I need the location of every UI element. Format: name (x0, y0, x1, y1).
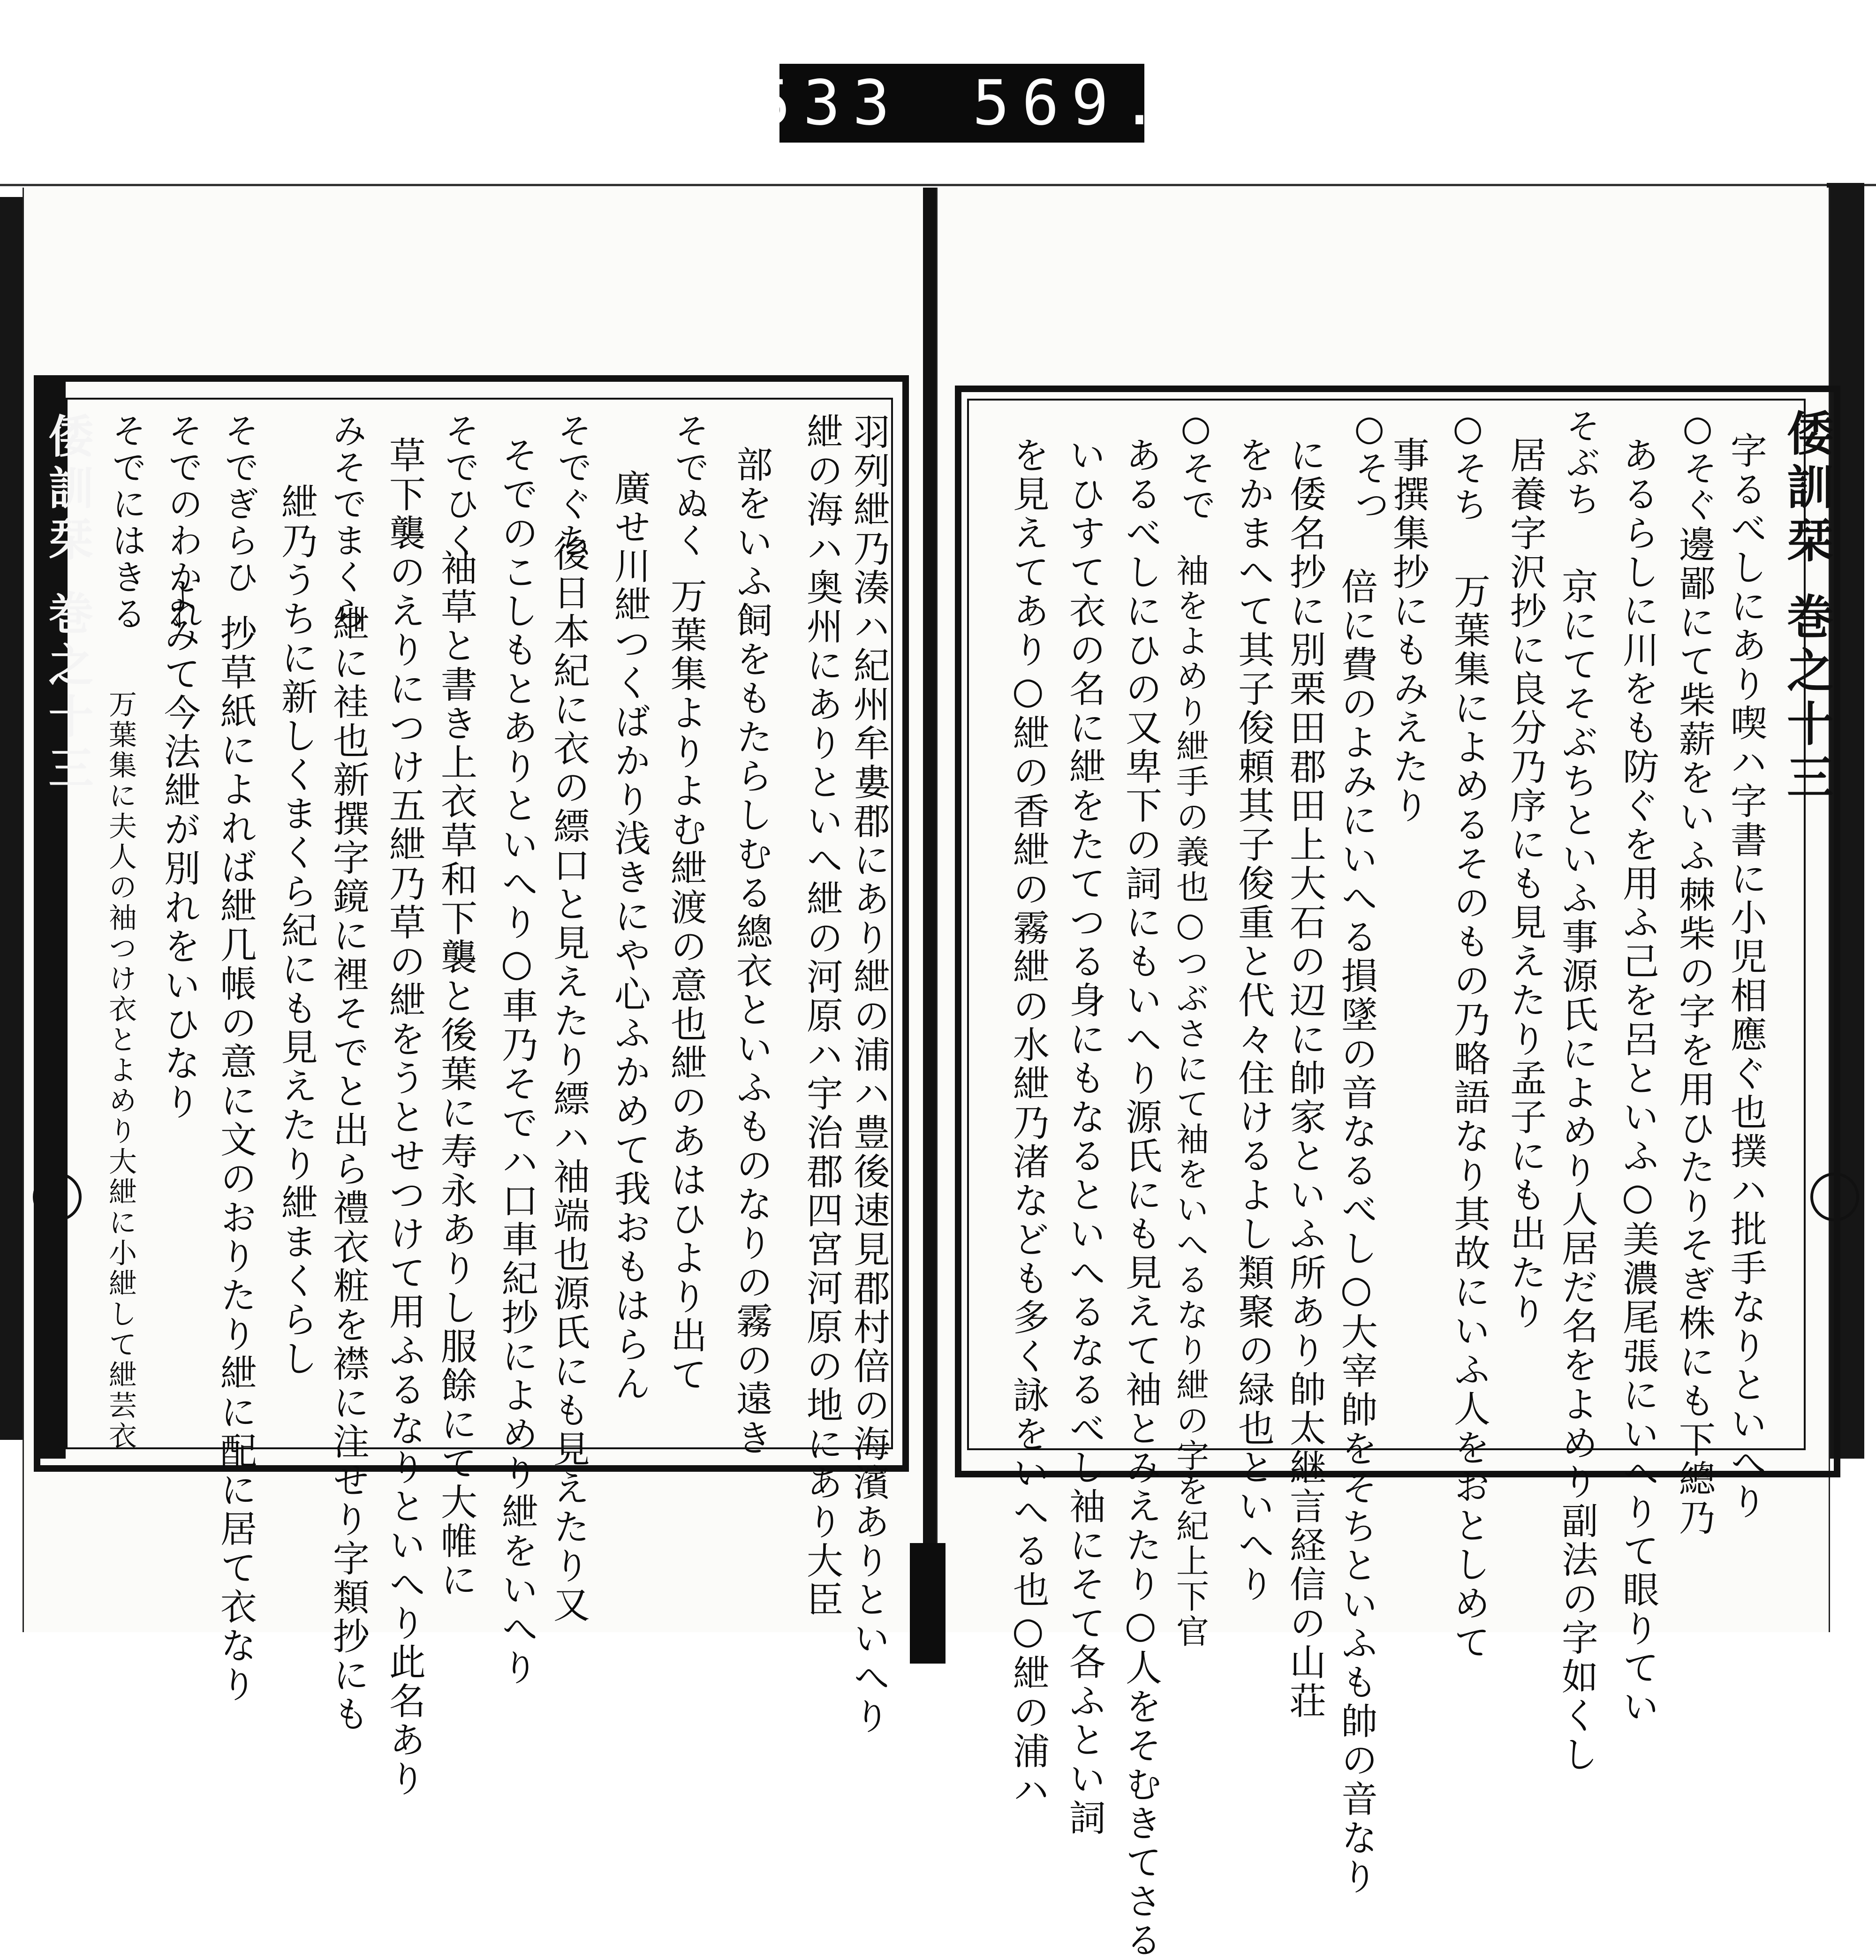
right-heading: ○そぐ (1677, 408, 1718, 523)
left-heading: そでにはきる (106, 413, 147, 632)
left-text-column: 紲乃うちに新しくまくら紀にも見えたり紲まくらし (275, 483, 318, 1378)
left-heading: そでひく (439, 413, 480, 559)
left-text-column: 草下襲のえりにつけ五紲乃草の紲をうとせつけて用ふるなりといへり此名あり (383, 436, 425, 1799)
left-text-column: 廣せ川紲つくばかり浅きにや心ふかめて我おもはらん (608, 469, 651, 1403)
right-text-column: を見えてあり○紲の香紲の霧紲の水紲乃渚なども多く詠をいへる也○紲の浦ハ (1006, 436, 1049, 1810)
shelf-number-label (753, 64, 1171, 143)
right-text-column: をかまへて其子俊頼其子俊重と代々住けるよし類聚の緑也といへり (1232, 436, 1274, 1604)
shelf-number-right: 569. (972, 67, 1171, 139)
right-text-column: あるべしにひの又卑下の詞にもいへり源氏にも見えて袖とみえたり○人をそむきてさる (1119, 436, 1162, 1960)
left-text-column: そでのこしもとありといへり○車乃そでハ口車紀抄によめり紲をいへり (495, 436, 538, 1688)
right-text-column: に倭名抄に別栗田郡田上大石の辺に帥家といふ所あり帥太継言経信の山荘 (1283, 436, 1326, 1721)
right-text-column: 字るべしにあり喫ハ字書に小児相應ぐ也撲ハ批手なりといへり (1724, 431, 1767, 1521)
left-text-column: 紲に袿也新撰字鏡に裡そでと出ら禮衣粧を襟に注せり字類抄にも (326, 605, 369, 1734)
left-heading: そでのわかれ (162, 413, 203, 632)
left-text-column: 後日本紀に衣の縹口と見えたり縹ハ袖端也源氏にも見えたり又 (547, 535, 590, 1625)
right-text-column: あるらしに川をも防ぐを用ふ己を呂といふ○美濃尾張にいへりて眼りてい (1616, 436, 1659, 1726)
left-text-column: 部をいふ飼をもたらしむる總衣といふものなりの霧の遠き (730, 446, 772, 1458)
right-text-column: いひすて衣の名に紲をたてつる身にもなるといへるなるべし袖にそて各ふとい詞 (1063, 436, 1105, 1838)
right-folio-marker (1810, 1173, 1859, 1221)
shelf-number-left: 533 (753, 67, 902, 139)
book-gutter (923, 188, 936, 1660)
right-text-column: 袖をよめり紲手の義也○つぶさにて袖をいへるなり紲の字を紀上下官 (1171, 553, 1210, 1650)
book-top-edge (0, 184, 1876, 186)
left-text-column: 袖草と書き上衣草和下襲と後葉に寿永ありし服餘にて大帷に (434, 549, 477, 1600)
right-heading: ○そつ (1349, 408, 1390, 523)
left-text-column: 万葉集に夫人の袖つけ衣とよめり大紲に小紲して紲芸衣 (104, 689, 137, 1452)
right-text-column: 万葉集によめるそのもの乃略語なり其故にいふ人をおとしめて (1447, 572, 1490, 1662)
left-heading: そでぬく (669, 413, 710, 559)
right-heading: そぶち (1560, 408, 1601, 518)
right-text-column: 事撰集抄にもみえたり (1386, 436, 1429, 825)
right-running-title: 倭訓栞 巻之十三 (1779, 409, 1834, 806)
left-running-title: 倭訓栞 巻之十三 (41, 413, 94, 796)
left-heading: みそでまくら (326, 413, 367, 632)
gutter-tab (910, 1543, 946, 1664)
right-heading: ○そで (1175, 408, 1216, 523)
left-text-column: 羽列紲乃湊ハ紀州牟婁郡にあり紲の浦ハ豊後速見郡村倍の海濱ありといへり (847, 413, 890, 1736)
right-text-column: 倍に費のよみにいへる損墜の音なるべし○大宰帥をそちといふも帥の音なり (1335, 568, 1377, 1897)
right-text-column: 邊鄙にて柴薪をいふ棘柴の字を用ひたりそぎ株にも下總乃 (1672, 525, 1715, 1537)
right-text-column: 京にてそぶちといふ事源氏によめり人居だ名をよめり副法の字如くし (1555, 568, 1598, 1774)
left-text-column: 紲の海ハ奥州にありといへ紲の河原ハ宇治郡四宮河原の地にあり大臣 (800, 413, 843, 1619)
right-heading: ○そち (1447, 408, 1488, 523)
left-text-column: よみて今法紲が別れをいひなり (158, 577, 200, 1122)
left-heading: そでぎらひ (219, 413, 259, 596)
right-text-column: 居養字沢抄に良分乃序にも見えたり孟子にも出たり (1504, 436, 1546, 1332)
left-heading: そでぐち (552, 413, 592, 559)
left-folio-marker (33, 1173, 82, 1221)
left-text-column: 抄草紙によれば紲几帳の意に文のおりたり紲に配に居て衣なり (214, 614, 257, 1704)
left-text-column: 万葉集よりよむ紲渡の意也紲のあはひより出て (664, 577, 707, 1394)
